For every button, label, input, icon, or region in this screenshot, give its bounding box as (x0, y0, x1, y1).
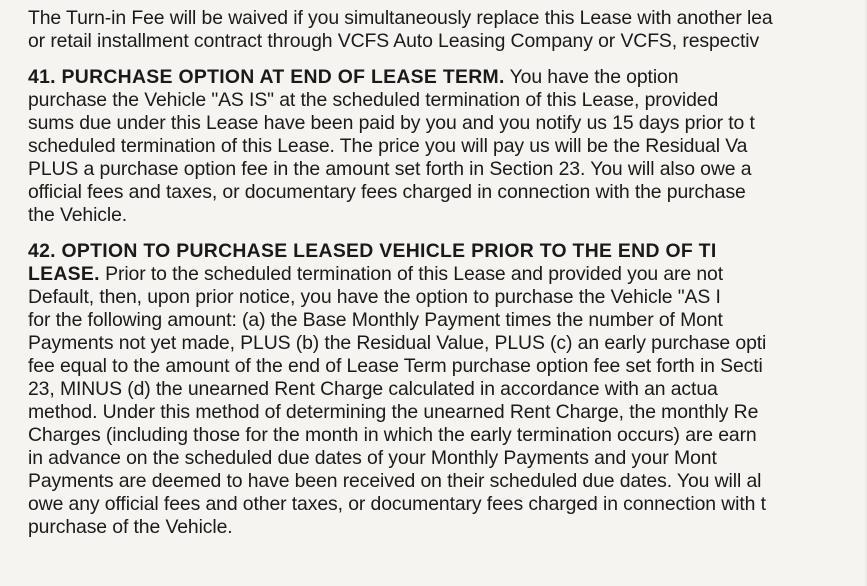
section-41-text: You have the option (504, 66, 679, 88)
section-42-line-3: Default, then, upon prior notice, you have the option to purchase the Vehicle "AS I (28, 286, 721, 308)
section-42-text: Prior to the scheduled termination of this Lease and provided you are not (99, 263, 724, 285)
section-41-line-3: sums due under this Lease have been paid by you and you notify us 15 days prior to t (28, 112, 755, 134)
section-42-line-8: method. Under this method of determining the unearned Rent Charge, the monthly Re (28, 401, 759, 423)
section-42-heading-end: LEASE. (28, 263, 100, 285)
section-41-line-2: purchase the Vehicle "AS IS" at the scheduled termination of this Lease, provided (28, 89, 719, 111)
section-42-first-line (28, 263, 723, 285)
section-42-line-9: Charges (including those for the month in which the early termination occurs) are earn (28, 424, 757, 446)
section-42-line-5: Payments not yet made, PLUS (b) the Residual Value, PLUS (c) an early purchase opti (28, 332, 767, 354)
section-42-line-7: 23, MINUS (d) the unearned Rent Charge calculated in accordance with an actua (28, 378, 718, 400)
section-41-line-4: scheduled termination of this Lease. The price you will pay us will be the Residual Va (28, 135, 748, 157)
intro-line-1: The Turn-in Fee will be waived if you simultaneously replace this Lease with another lea (28, 7, 773, 29)
section-42-line-11: Payments are deemed to have been received on their scheduled due dates. You will al (28, 470, 762, 492)
section-42-line-4: for the following amount: (a) the Base Monthly Payment times the number of Mont (28, 309, 723, 331)
section-42-line-13: purchase of the Vehicle. (28, 516, 233, 538)
section-41-line-6: official fees and taxes, or documentary fees charged in connection with the purchase (28, 181, 746, 203)
section-41-line-5: PLUS a purchase option fee in the amount set forth in Section 23. You will also owe a (28, 158, 752, 180)
intro-line-2: or retail installment contract through VCFS Auto Leasing Company or VCFS, respectiv (28, 30, 760, 52)
section-42-line-10: in advance on the scheduled due dates of your Monthly Payments and your Mont (28, 447, 717, 469)
section-42-line-6: fee equal to the amount of the end of Lease Term purchase option fee set forth in Secti (28, 355, 763, 377)
section-41-heading: 41. PURCHASE OPTION AT END OF LEASE TERM. (28, 66, 505, 88)
section-41-line-7: the Vehicle. (28, 204, 128, 226)
section-42-heading: 42. OPTION TO PURCHASE LEASED VEHICLE PRIOR TO THE END OF TI (28, 240, 717, 262)
section-41-first-line (28, 66, 678, 88)
section-42-line-12: owe any official fees and other taxes, or documentary fees charged in connection with t (28, 493, 766, 515)
